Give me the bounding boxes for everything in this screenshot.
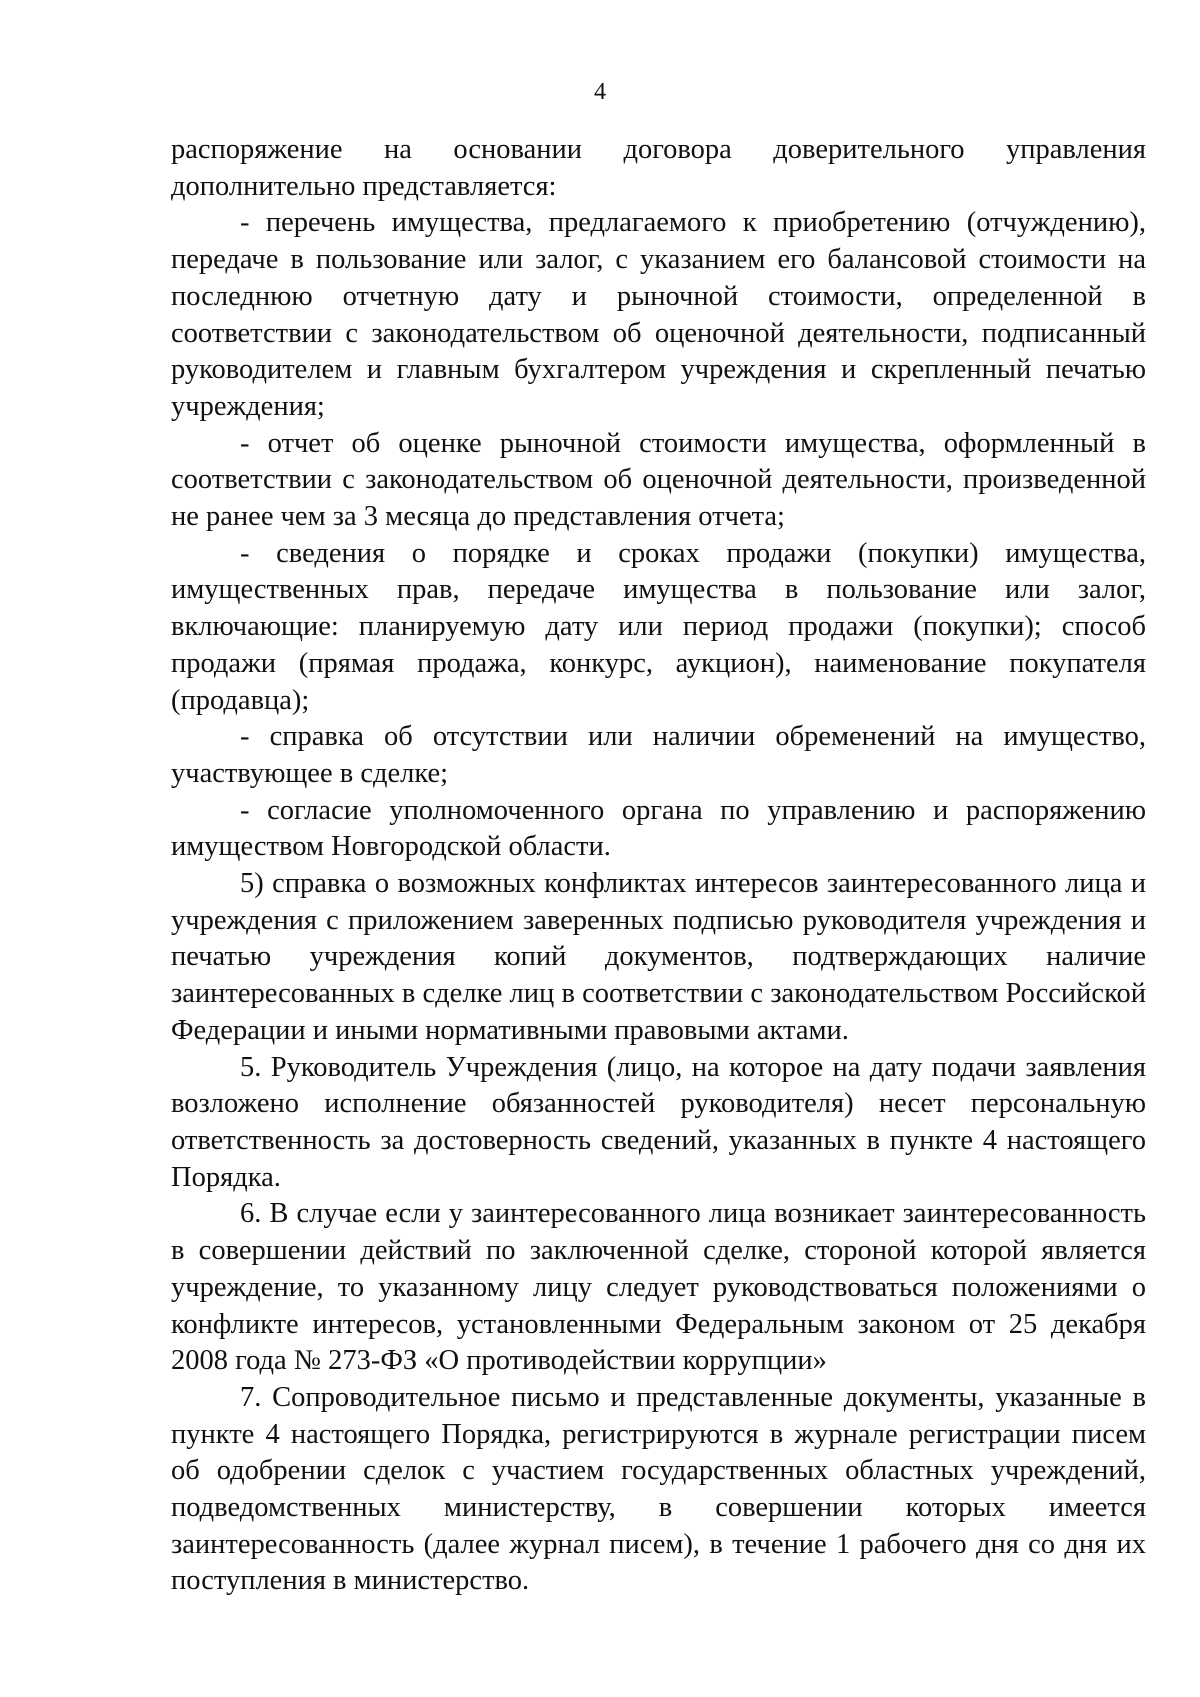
paragraph-section-6: 6. В случае если у заинтересованного лица возникает заинтересованность в совершении действий по заключенной сделке, стороной которой является учреждение, то указанному лицу следует руководствоваться положениями о конфликте интересов, установленными Федеральным законом от 25 декабря 2008 года № 273-ФЗ «О противодействии коррупции» <box>171 1198 1146 1377</box>
document-body <box>171 132 1146 1600</box>
paragraph-authority-consent: - согласие уполномоченного органа по управлению и распоряжению имуществом Новгородской области. <box>171 794 1146 863</box>
paragraph-intro: распоряжение на основании договора доверительного управления дополнительно представляется: <box>171 134 1146 202</box>
paragraph-section-5: 5. Руководитель Учреждения (лицо, на которое на дату подачи заявления возложено исполнение обязанностей руководителя) несет персональную ответственность за достоверность сведений, указанных в пункте 4 настоящего Порядка. <box>171 1051 1146 1193</box>
paragraph-conflict-certificate: 5) справка о возможных конфликтах интересов заинтересованного лица и учреждения с приложением заверенных подписью руководителя учреждения и печатью учреждения копий документов, подтверждающих наличие заинтересованных в сделке лиц в соответствии с законодательством Российской Федерации и иными нормативными правовыми актами. <box>171 868 1146 1046</box>
page-number: 4 <box>594 79 606 105</box>
paragraph-valuation-report: - отчет об оценке рыночной стоимости имущества, оформленный в соответствии с законодательством об оценочной деятельности, произведенной не ранее чем за 3 месяца до представления отчета; <box>171 427 1146 533</box>
paragraph-sale-details: - сведения о порядке и сроках продажи (покупки) имущества, имущественных прав, передаче имущества в пользование или залог, включающие: планируемую дату или период продажи (покупки); способ продажи (прямая продажа, конкурс, аукцион), наименование покупателя (продавца); <box>171 537 1146 716</box>
paragraph-property-list: - перечень имущества, предлагаемого к приобретению (отчуждению), передаче в пользование или залог, с указанием его балансовой стоимости на последнюю отчетную дату и рыночной стоимости, определенной в соответствии с законодательством об оценочной деятельности, подписанный руководителем и главным бухгалтером учреждения и скрепленный печатью учреждения; <box>171 207 1146 422</box>
paragraph-section-7: 7. Сопроводительное письмо и представленные документы, указанные в пункте 4 настоящего Порядка, регистрируются в журнале регистрации писем об одобрении сделок с участием государственных областных учреждений, подведомственных министерству, в совершении которых имеется заинтересованность (далее журнал писем), в течение 1 рабочего дня со дня их поступления в министерство. <box>171 1381 1146 1597</box>
paragraph-encumbrance-certificate: - справка об отсутствии или наличии обременений на имущество, участвующее в сделке; <box>171 721 1146 789</box>
